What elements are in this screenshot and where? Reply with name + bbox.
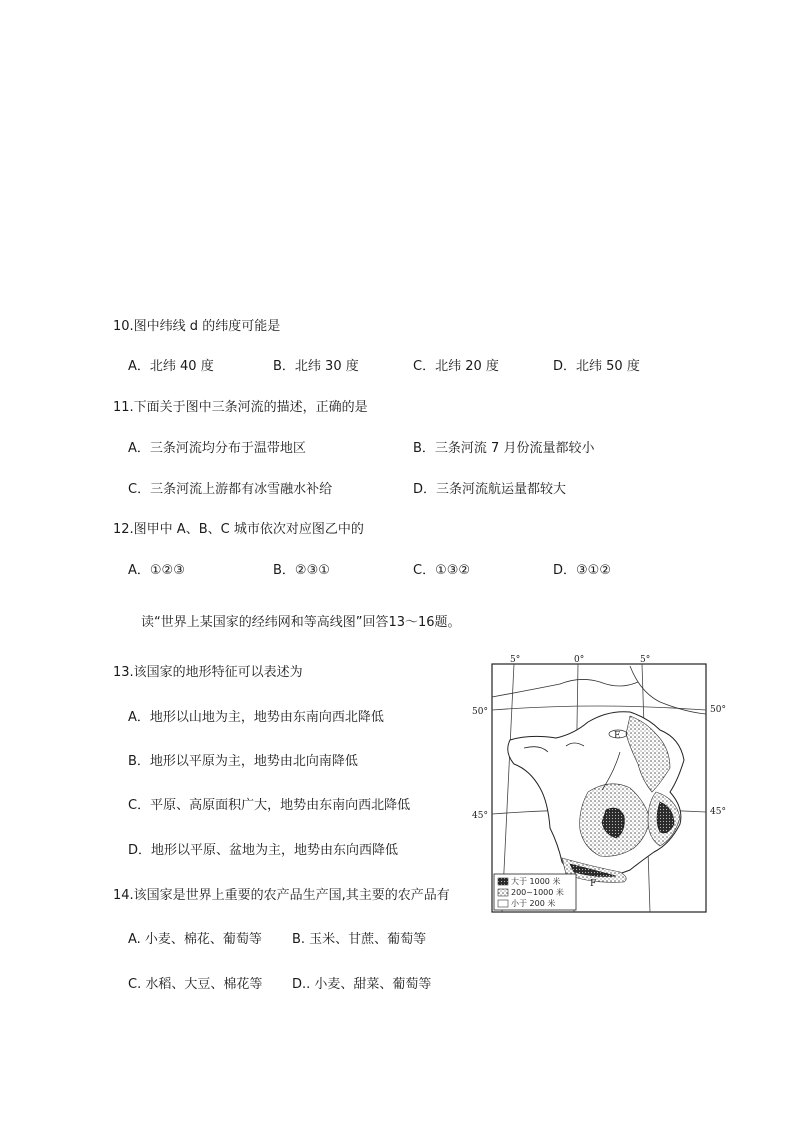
q11-stem: 11.下面关于图中三条河流的描述，正确的是 [113, 400, 368, 415]
lon-label-5e: 5° [640, 655, 651, 665]
q11-option-a: A．三条河流均分布于温带地区 [128, 441, 306, 456]
q11-option-d: D．三条河流航运量都较大 [413, 482, 567, 497]
q11-option-b: B．三条河流 7 月份流量都较小 [413, 441, 595, 456]
q14-option-b: B. 玉米、甘蔗、葡萄等 [292, 932, 427, 947]
q12-option-d: D．③①② [553, 563, 611, 578]
q10-option-b: B．北纬 30 度 [273, 359, 359, 374]
q10-option-a: A．北纬 40 度 [128, 359, 214, 374]
q12-stem: 12.图甲中 A、B、C 城市依次对应图乙中的 [113, 522, 364, 537]
point-label-e: E [614, 731, 621, 741]
q12-option-a: A．①②③ [128, 563, 185, 578]
lat-label-50-left: 50° [472, 707, 488, 717]
lat-label-45-left: 45° [472, 811, 488, 821]
legend-label-high: 大于 1000 米 [511, 877, 561, 886]
lon-label-0: 0° [574, 655, 585, 665]
legend-swatch-mid [498, 889, 508, 896]
country-contour-map [470, 652, 732, 914]
q13-option-d: D．地形以平原、盆地为主，地势由东向西降低 [128, 843, 399, 858]
section-intro: 读“世界上某国家的经纬网和等高线图”回答13～16题。 [141, 615, 461, 630]
q10-option-d: D．北纬 50 度 [553, 359, 640, 374]
q14-option-c: C. 水稻、大豆、棉花等 [128, 977, 263, 992]
q13-option-c: C．平原、高原面积广大，地势由东南向西北降低 [128, 798, 411, 813]
point-label-f: F [590, 879, 597, 889]
q14-option-a: A. 小麦、棉花、葡萄等 [128, 932, 262, 947]
q13-option-a: A．地形以山地为主，地势由东南向西北降低 [128, 710, 384, 725]
legend-label-low: 小于 200 米 [511, 899, 556, 908]
legend-swatch-low [498, 900, 508, 907]
q13-stem: 13.该国家的地形特征可以表述为 [113, 665, 303, 680]
q10-option-c: C．北纬 20 度 [413, 359, 499, 374]
legend-swatch-high [498, 878, 508, 885]
q12-option-c: C．①③② [413, 563, 471, 578]
lat-label-45-right: 45° [710, 807, 726, 817]
q13-option-b: B．地形以平原为主，地势由北向南降低 [128, 754, 358, 769]
lat-label-50-right: 50° [710, 705, 726, 715]
q12-option-b: B．②③① [273, 563, 330, 578]
q11-option-c: C．三条河流上游都有冰雪融水补给 [128, 482, 333, 497]
lon-label-5w: 5° [510, 655, 521, 665]
legend-label-mid: 200~1000 米 [511, 888, 564, 897]
q14-stem: 14.该国家是世界上重要的农产品生产国,其主要的农产品有 [113, 888, 450, 903]
q10-stem: 10.图中纬线 d 的纬度可能是 [113, 319, 281, 334]
q14-option-d: D.. 小麦、甜菜、葡萄等 [292, 977, 432, 992]
